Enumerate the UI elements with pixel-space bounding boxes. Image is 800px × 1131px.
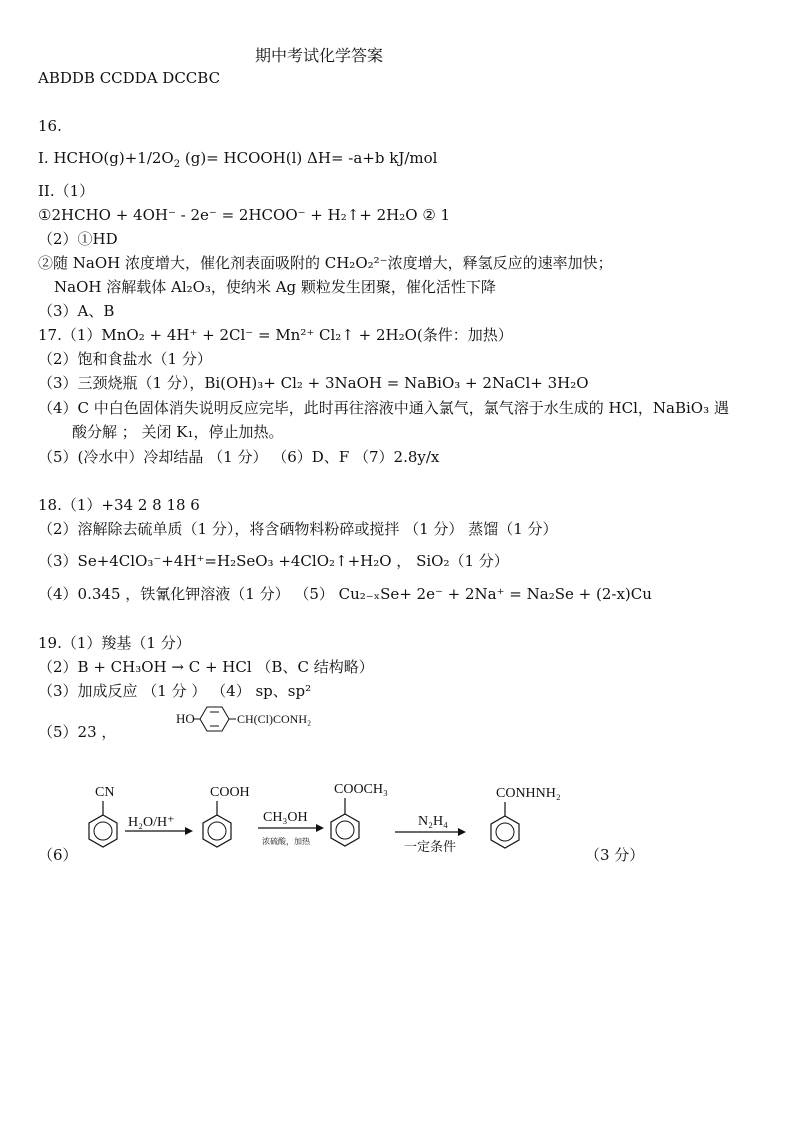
reaction-arrow-3: [395, 814, 466, 854]
q19-line5: （5）23 ，: [38, 723, 117, 741]
q17-line1: 17.（1）MnO₂ + 4H⁺ + 2Cl⁻ = Mn²⁺ Cl₂↑ + 2H₂O(条件：加热）: [38, 326, 513, 344]
q19-line3: （3）加成反应 （1 分 ） （4） sp、sp²: [38, 682, 312, 700]
struct-ho-label: HO: [176, 711, 195, 726]
q16-ii-line3a: ②随 NaOH 浓度增大，催化剂表面吸附的 CH₂O₂²⁻浓度增大，释氢反应的速率加快；: [38, 254, 613, 272]
q19-line6: （6）: [38, 846, 78, 864]
q16-ii-line4: （3）A、B: [38, 302, 115, 320]
q19-score6: （3 分）: [585, 846, 645, 864]
q19-line1: 19.（1）羧基（1 分）: [38, 634, 191, 652]
q17-line5: （5）(冷水中）冷却结晶 （1 分） （6）D、F （7）2.8y/x: [38, 448, 440, 466]
q16-ii-line3b: NaOH 溶解载体 Al₂O₃，使纳米 Ag 颗粒发生团聚，催化活性下降: [54, 278, 496, 296]
q18-line4: （4）0.345 ，铁氰化钾溶液（1 分） （5） Cu₂₋ₓSe+ 2e⁻ + 2Na⁺ = Na₂Se + (2-x)Cu: [38, 585, 652, 603]
q16-ii-line2: （2）①HD: [38, 230, 118, 248]
q16-i-dh: ΔH: [307, 149, 331, 167]
q16-part-i: I. $HCHO(g)+1/2O_2$ (g)= HCOOH(l) ΔH= -a+b kJ/mol: [38, 149, 438, 170]
q18-line1: 18.（1）+34 2 8 18 6: [38, 496, 200, 514]
q18-line3: （3）Se+4ClO₃⁻+4H⁺=H₂SeO₃ +4ClO₂↑+H₂O ， SiO₂（1 分）: [38, 552, 509, 570]
multiple-choice-answers: ABDDB CCDDA DCCBC: [38, 69, 221, 87]
q18-line2: （2）溶解除去硫单质（1 分），将含硒物料粉碎或搅拌 （1 分） 蒸馏（1 分）: [38, 520, 558, 538]
substituent-cn: CN: [95, 785, 115, 800]
q16-ii-head: II.（1）: [38, 182, 95, 200]
page-title: 期中考试化学答案: [255, 46, 384, 65]
q17-line3: （3）三颈烧瓶（1 分），Bi(OH)₃+ Cl₂ + 3NaOH = NaBiO₃ + 2NaCl+ 3H₂O: [38, 374, 589, 392]
reaction-arrow-2: [258, 810, 324, 847]
q17-line4a: （4）C 中白色固体消失说明反应完毕，此时再往溶液中通入氯气，氯气溶于水生成的 HCl，NaBiO₃ 遇: [38, 399, 729, 417]
q16-number: 16.: [38, 117, 62, 135]
q19-5-structure: [176, 707, 311, 731]
arrow2-reagent: CH₃OH: [263, 810, 308, 825]
q17-line4b: 酸分解 ； 关闭 K₁，停止加热。: [72, 423, 284, 441]
arrow3-condition: 一定条件: [404, 839, 457, 854]
arrow3-reagent: N₂H₄: [418, 814, 448, 829]
arrow1-reagent: H₂O/H⁺: [128, 815, 175, 830]
q16-i-mid: (g)= HCOOH(l): [180, 149, 308, 167]
benzene-ring-1: [89, 785, 117, 847]
reaction-arrow-1: [125, 815, 193, 835]
benzene-ring-3: [331, 782, 388, 846]
q19-line2: （2）B + CH₃OH → C + HCl （B、C 结构略）: [38, 658, 374, 676]
struct-sidechain-label: CH(Cl)CONH₂: [237, 712, 312, 726]
benzene-ring-2: [203, 785, 250, 847]
q17-line2: （2）饱和食盐水（1 分）: [38, 350, 212, 368]
substituent-cooch3: COOCH₃: [334, 782, 388, 797]
arrow2-condition: 浓硫酸，加热: [262, 837, 310, 846]
benzene-ring-4: [491, 786, 561, 848]
q16-i-prefix: I. HCHO(g)+1/2O: [38, 149, 174, 167]
q16-ii-line1: ①2HCHO + 4OH⁻ - 2e⁻ = 2HCOO⁻ + H₂↑+ 2H₂O ② 1: [38, 206, 451, 224]
q16-i-suffix: = -a+b kJ/mol: [330, 149, 438, 167]
substituent-cooh: COOH: [210, 785, 250, 800]
substituent-conhnh2: CONHNH₂: [496, 786, 561, 801]
